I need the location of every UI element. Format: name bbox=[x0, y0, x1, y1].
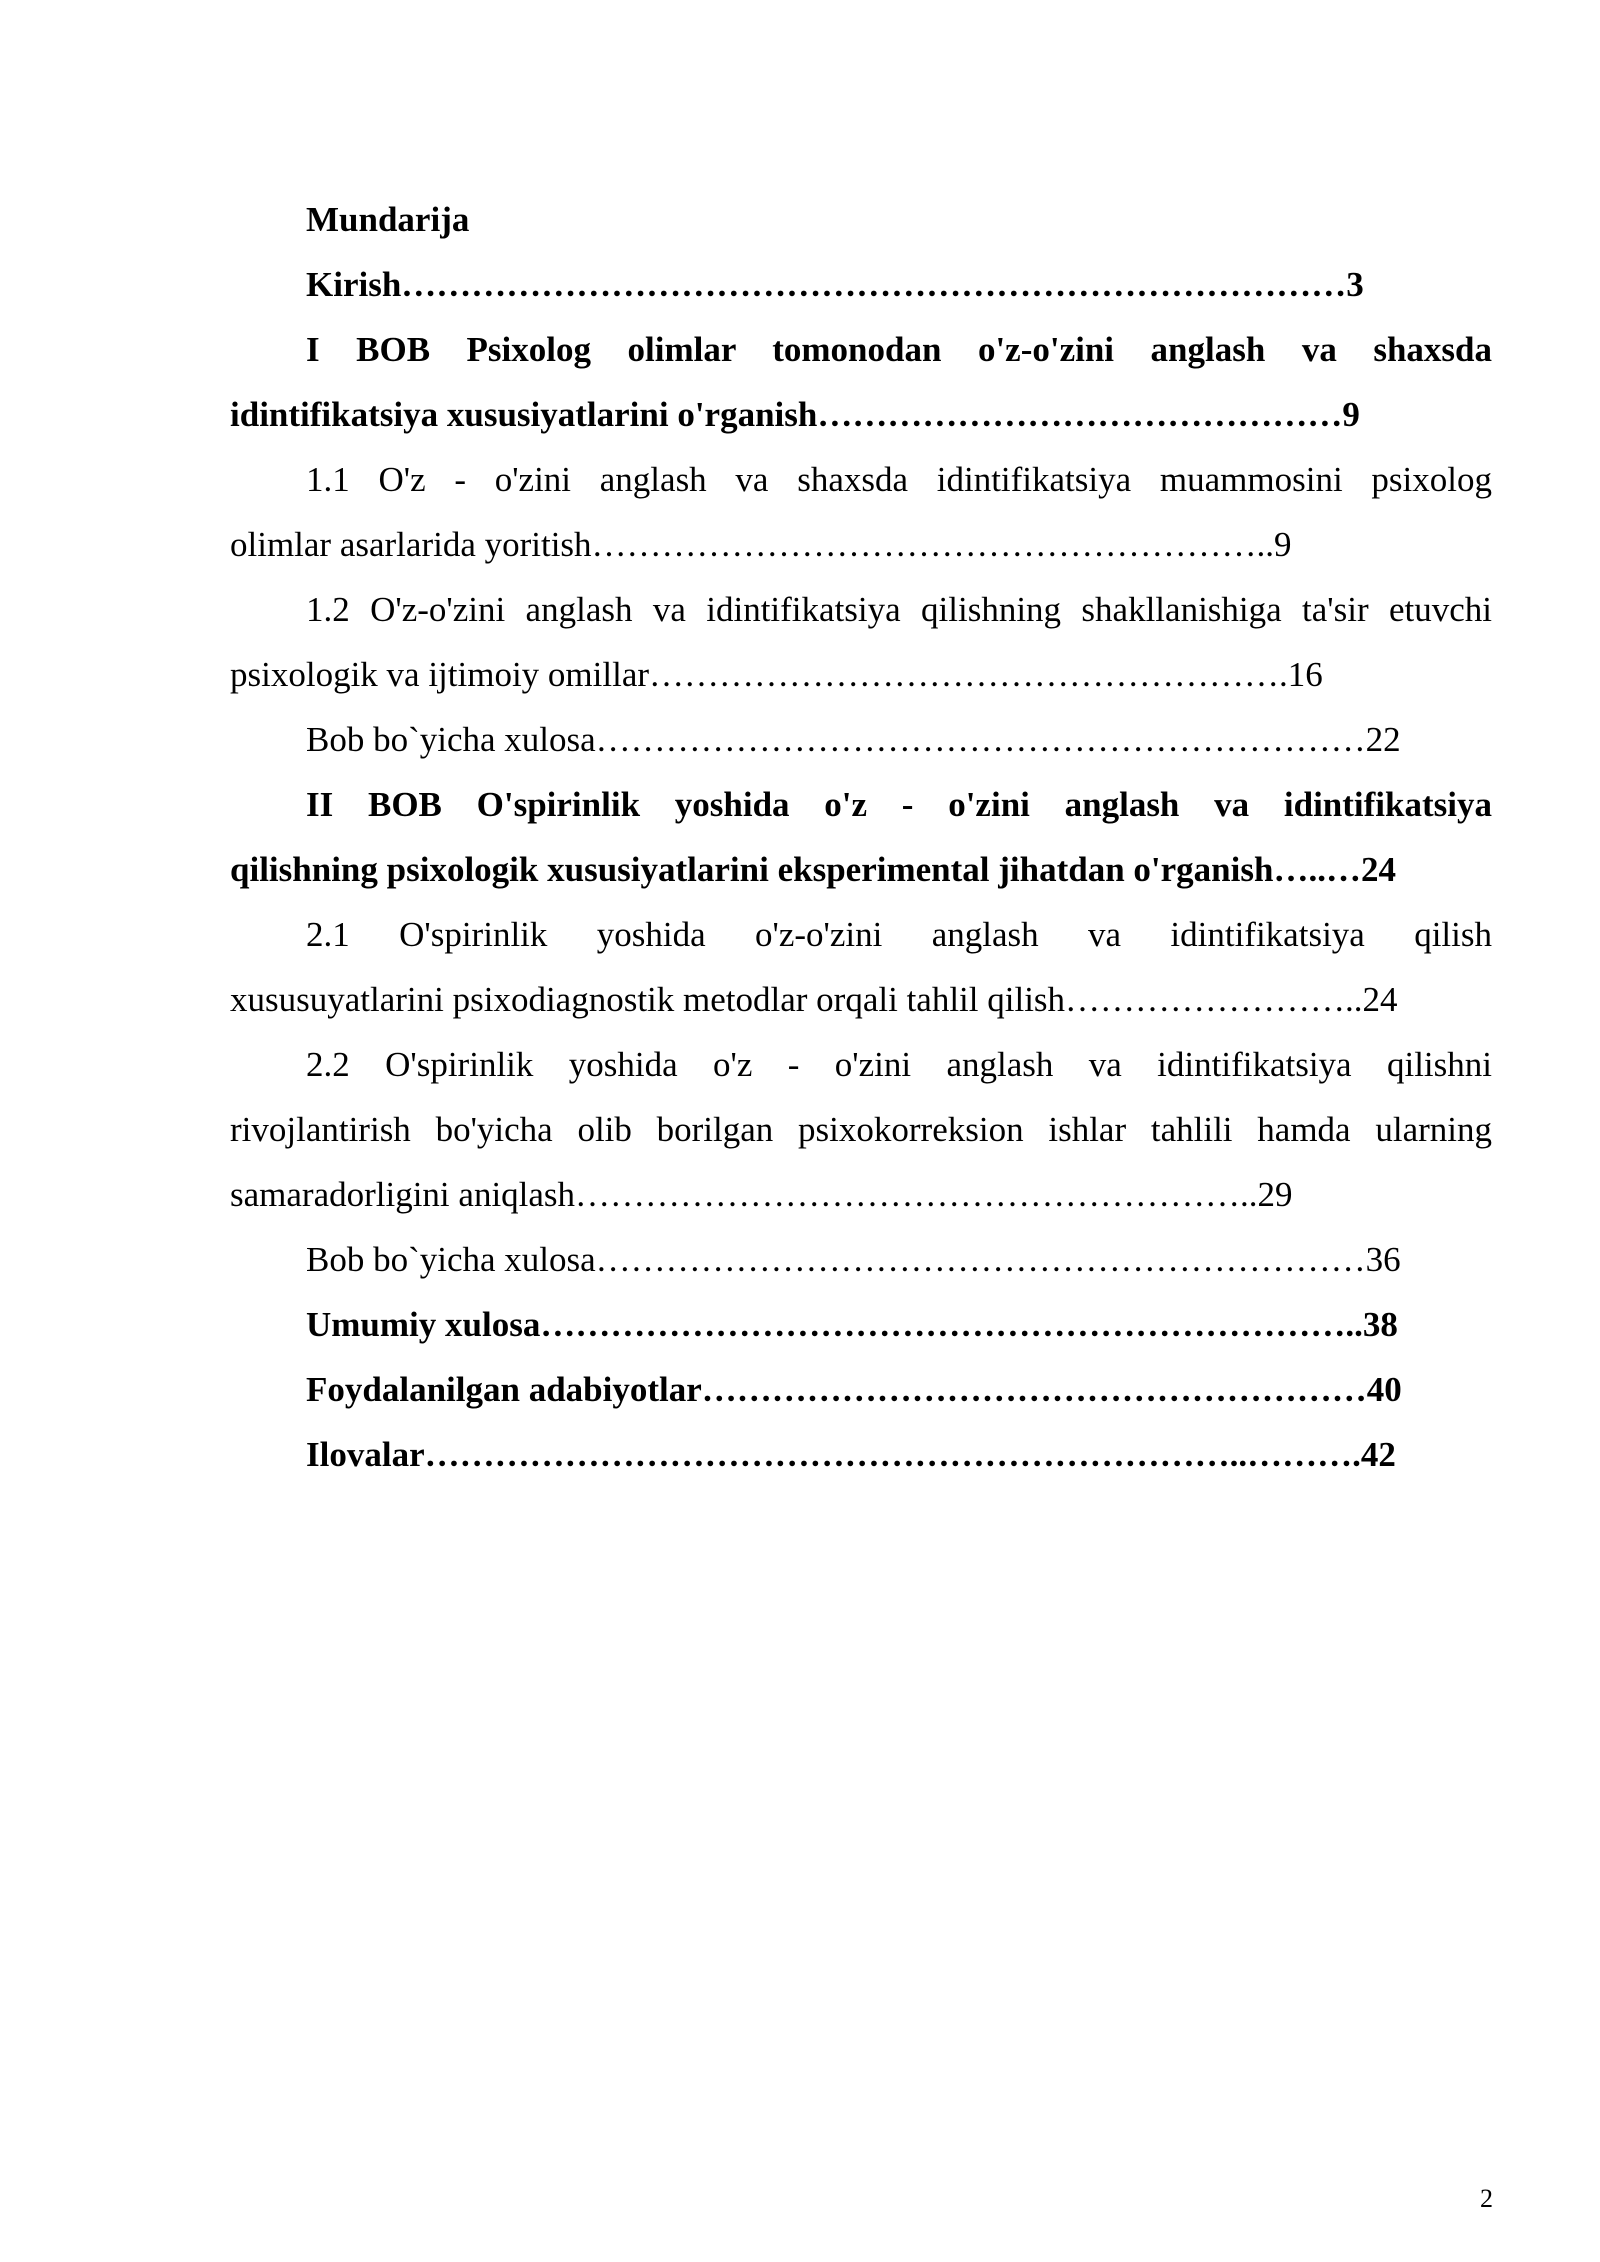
toc-entry-section-2-2-cont: rivojlantirish bo'yicha olib borilgan psixokorreksion ishlar tahlili hamda ularning bbox=[230, 1110, 1492, 1149]
toc-entry-section-1-1-cont: olimlar asarlarida yoritish…………………………………………………..9 bbox=[230, 525, 1292, 564]
toc-entry-general-conclusion: Umumiy xulosa……………………………………………………………..38 bbox=[306, 1305, 1398, 1344]
toc-entry-section-1-2: 1.2 O'z-o'zini anglash va idintifikatsiya qilishning shakllanishiga ta'sir etuvchi bbox=[306, 590, 1492, 629]
toc-entry-section-2-2: 2.2 O'spirinlik yoshida o'z - o'zini anglash va idintifikatsiya qilishni bbox=[306, 1045, 1492, 1084]
page-number: 2 bbox=[1480, 2184, 1493, 2213]
toc-entry-references: Foydalanilgan adabiyotlar…………………………………………………40 bbox=[306, 1370, 1402, 1409]
table-of-contents bbox=[230, 187, 1492, 1487]
toc-entry-chapter-2-conclusion: Bob bo`yicha xulosa…………………………………………………………36 bbox=[306, 1240, 1401, 1279]
toc-entry-chapter-1-title: I BOB Psixolog olimlar tomonodan o'z-o'zini anglash va shaxsda bbox=[306, 330, 1492, 369]
toc-entry-section-1-2-cont: psixologik va ijtimoiy omillar……………………………………………….16 bbox=[230, 655, 1323, 694]
toc-entry-section-2-2-cont-2: samaradorligini aniqlash…………………………………………………..29 bbox=[230, 1175, 1293, 1214]
toc-entry-chapter-1-title-cont: idintifikatsiya xususiyatlarini o'rganish………………………………………9 bbox=[230, 395, 1360, 434]
toc-entry-chapter-1-conclusion: Bob bo`yicha xulosa…………………………………………………………22 bbox=[306, 720, 1401, 759]
toc-entry-section-1-1: 1.1 O'z - o'zini anglash va shaxsda idintifikatsiya muammosini psixolog bbox=[306, 460, 1492, 499]
toc-entry-section-2-1: 2.1 O'spirinlik yoshida o'z-o'zini anglash va idintifikatsiya qilish bbox=[306, 915, 1492, 954]
toc-entry-chapter-2-title: II BOB O'spirinlik yoshida o'z - o'zini anglash va idintifikatsiya bbox=[306, 785, 1492, 824]
toc-entry-chapter-2-title-cont: qilishning psixologik xususiyatlarini eksperimental jihatdan o'rganish…..…24 bbox=[230, 850, 1396, 889]
toc-entry-kirish: Kirish………………………………………………………………………3 bbox=[306, 265, 1364, 304]
toc-entry-section-2-1-cont: xususuyatlarini psixodiagnostik metodlar orqali tahlil qilish……………………..24 bbox=[230, 980, 1398, 1019]
toc-heading: Mundarija bbox=[306, 200, 470, 239]
toc-entry-appendices: Ilovalar……………………………………………………………..……….42 bbox=[306, 1435, 1396, 1474]
